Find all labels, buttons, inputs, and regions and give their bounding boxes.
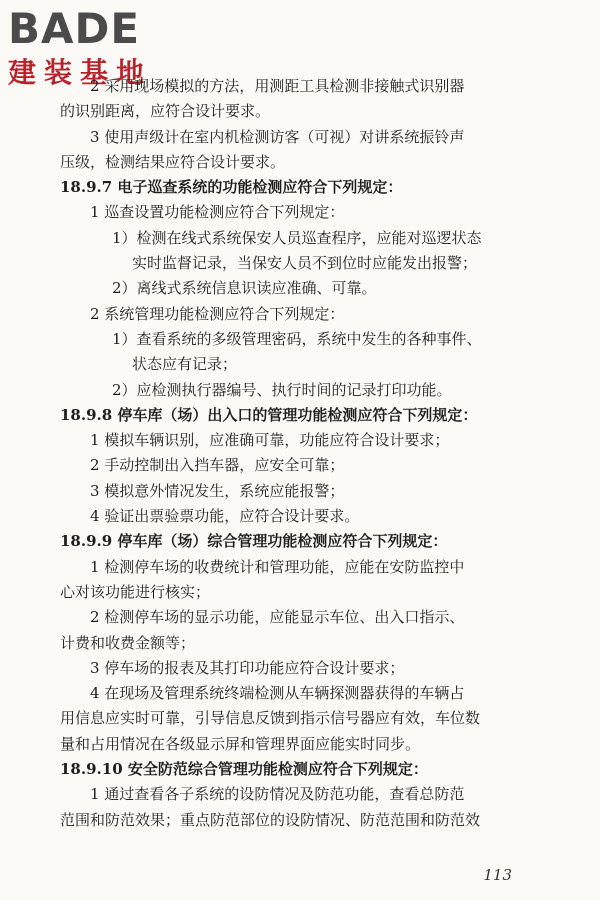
text-line: 的识别距离，应符合设计要求。 <box>60 102 271 121</box>
text-line: 2 系统管理功能检测应符合下列规定： <box>90 304 345 323</box>
text-line: 1 检测停车场的收费统计和管理功能，应能在安防监控中 <box>90 557 465 576</box>
text-line: 3 使用声级计在室内机检测访客（可视）对讲系统振铃声 <box>90 127 465 146</box>
text-line: 2）离线式系统信息识读应准确、可靠。 <box>112 279 377 298</box>
text-line: 4 在现场及管理系统终端检测从车辆探测器获得的车辆占 <box>90 684 465 703</box>
page-number: 113 <box>483 866 512 884</box>
text-line: 2 检测停车场的显示功能，应能显示车位、出入口指示、 <box>90 608 465 627</box>
text-line: 实时监督记录，当保安人员不到位时应能发出报警； <box>132 254 478 273</box>
logo-text-cn: 建装基地 <box>8 56 153 89</box>
text-line: 用信息应实时可靠，引导信息反馈到指示信号器应有效，车位数 <box>60 709 481 728</box>
text-line: 1 巡查设置功能检测应符合下列规定： <box>90 203 345 222</box>
section-heading: 18.9.8 停车库（场）出入口的管理功能检测应符合下列规定： <box>60 405 478 424</box>
document-body <box>60 74 560 833</box>
text-line: 2 手动控制出入挡车器，应安全可靠； <box>90 456 345 475</box>
text-line: 1 模拟车辆识别，应准确可靠，功能应符合设计要求； <box>90 431 450 450</box>
text-line: 1）检测在线式系统保安人员巡查程序，应能对巡逻状态 <box>112 228 482 247</box>
text-line: 状态应有记录； <box>132 355 238 374</box>
text-line: 2）应检测执行器编号、执行时间的记录打印功能。 <box>112 380 452 399</box>
text-line: 计费和收费金额等； <box>60 633 196 652</box>
text-line: 范围和防范效果；重点防范部位的设防情况、防范范围和防范效 <box>60 810 481 829</box>
text-line: 3 模拟意外情况发生，系统应能报警； <box>90 481 345 500</box>
section-heading: 18.9.9 停车库（场）综合管理功能检测应符合下列规定： <box>60 532 448 551</box>
logo-text-en: BADE <box>8 4 141 53</box>
text-line: 1）查看系统的多级管理密码，系统中发生的各种事件、 <box>112 329 482 348</box>
section-heading: 18.9.10 安全防范综合管理功能检测应符合下列规定： <box>60 760 428 779</box>
text-line: 量和占用情况在各级显示屏和管理界面应能实时同步。 <box>60 734 421 753</box>
text-line: 1 通过查看各子系统的设防情况及防范功能，查看总防范 <box>90 785 465 804</box>
text-line: 3 停车场的报表及其打印功能应符合设计要求； <box>90 658 405 677</box>
text-line: 压级，检测结果应符合设计要求。 <box>60 152 286 171</box>
text-line: 心对该功能进行核实； <box>60 582 211 601</box>
section-heading: 18.9.7 电子巡查系统的功能检测应符合下列规定： <box>60 178 403 197</box>
text-line: 2 采用现场模拟的方法，用测距工具检测非接触式识别器 <box>90 77 465 95</box>
text-line: 4 验证出票验票功能，应符合设计要求。 <box>90 507 360 526</box>
